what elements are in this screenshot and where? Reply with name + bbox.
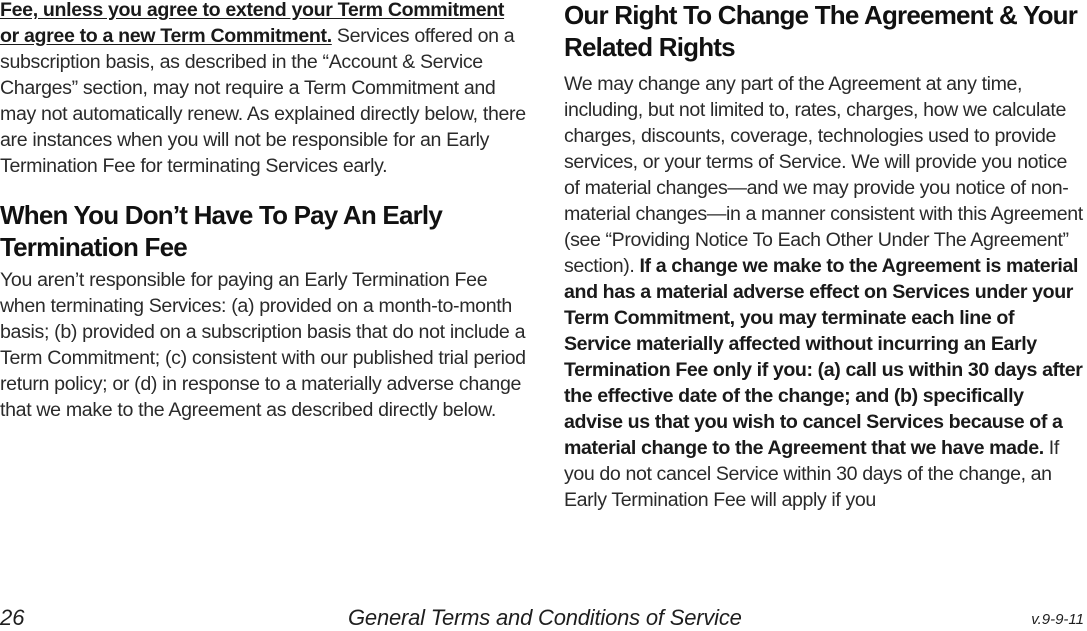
early-termination-heading: When You Don’t Have To Pay An Early Termination Fee	[0, 200, 443, 262]
right-column	[564, 0, 1084, 513]
page-footer	[0, 605, 1087, 631]
left-column	[0, 0, 528, 423]
intro-text: Services offered on a subscription basis, as described in the “Account & Service Charges” section, may not require a Term Commitment and may not automatically renew. As explained directly below, there are instances when you will not be responsible for an Early Termination Fee for terminating Services early.	[0, 25, 526, 177]
intro-underlined-text: Fee, unless you agree to extend your Term Commitment or agree to a new Term Commitment.	[0, 0, 505, 47]
intro-paragraph	[0, 0, 528, 179]
version-label: v.9-9-11	[1031, 611, 1084, 628]
material-change-bold-text: If a change we make to the Agreement is material and has a material adverse effect on Services under your Term Commitment, you may terminate each line of Service materially affected without incurring an Early Termination Fee only if you: (a) call us within 30 days after the effective date of the change; and (b) specifically advise us that you wish to cancel Services because of a material change to the Agreement that we have made.	[564, 255, 1083, 459]
page-number: 26	[0, 605, 25, 630]
change-agreement-heading: Our Right To Change The Agreement & Your Related Rights	[564, 0, 1078, 62]
footer-title: General Terms and Conditions of Service	[348, 605, 742, 630]
change-agreement-text: We may change any part of the Agreement at any time, including, but not limited to, rates, charges, how we calculate charges, discounts, coverage, technologies used to provide services, or your terms of Service. We will provide you notice of material changes—and we may provide you notice of non-material changes—in a manner consistent with this Agreement (see “Providing Notice To Each Other Under The Agreement” section).	[564, 73, 1083, 277]
early-termination-body: You aren’t responsible for paying an Early Termination Fee when terminating Services: (a) provided on a month-to-month basis; (b) provided on a subscription basis that do not include a Term Commitment; (c) consistent with our published trial period return policy; or (d) in response to a materially adverse change that we make to the Agreement as described directly below.	[0, 269, 526, 421]
cancel-service-text: If you do not cancel Service within 30 days of the change, an Early Termination Fee will apply if you	[564, 437, 1059, 511]
change-agreement-paragraph	[564, 71, 1084, 513]
